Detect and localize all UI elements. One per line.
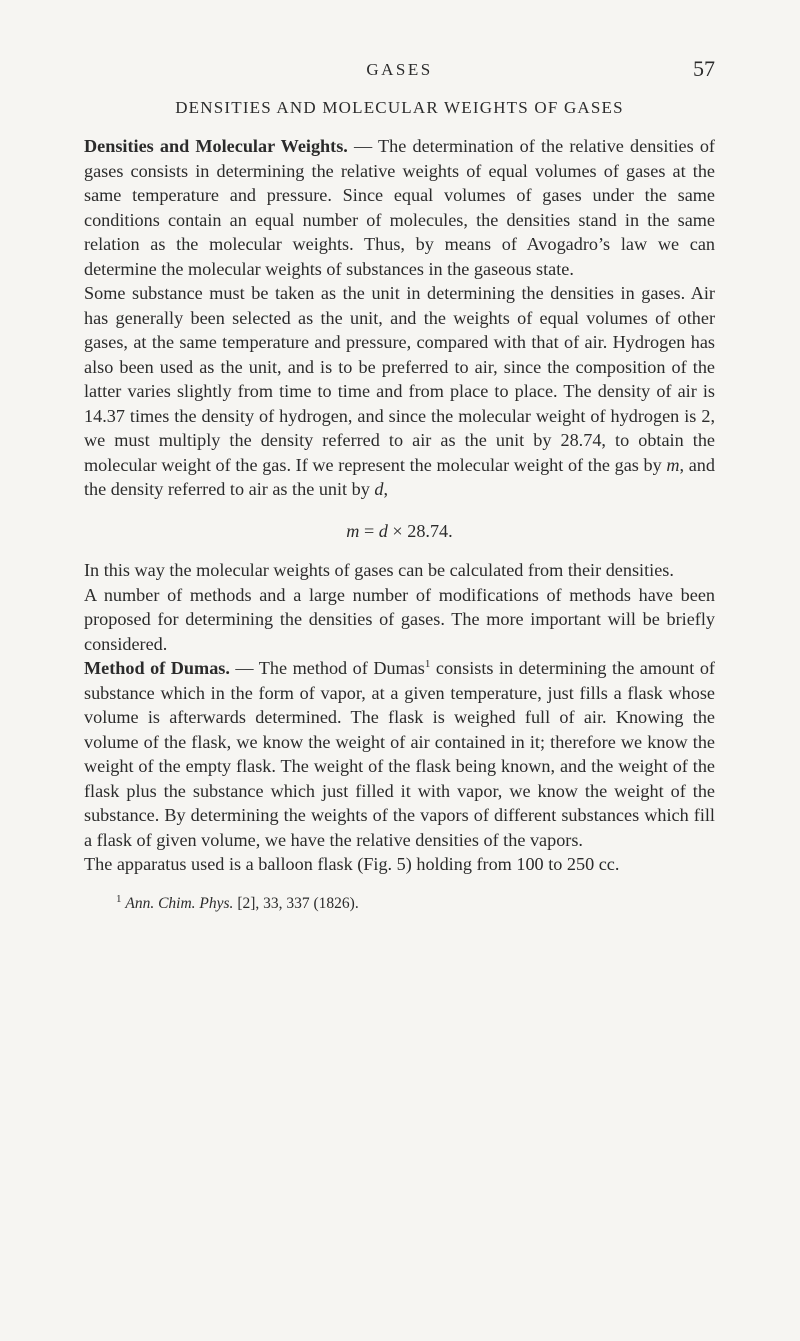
paragraph-methods: A number of methods and a large number of modifications of methods have been proposed for determining the densities of gases. The more important will be briefly considered. bbox=[84, 584, 715, 654]
equation-equals: = bbox=[359, 520, 379, 541]
equation-rest: × 28.74. bbox=[387, 520, 453, 541]
equation-d: d bbox=[378, 520, 388, 541]
paragraph-text: — The method of Dumas bbox=[229, 658, 425, 678]
section-title: DENSITIES AND MOLECULAR WEIGHTS OF GASES bbox=[175, 98, 624, 117]
paragraph-text: , bbox=[383, 479, 389, 499]
run-in-heading-dumas: Method of Dumas. bbox=[84, 658, 230, 678]
equation-m: m bbox=[346, 520, 360, 541]
paragraph-dumas bbox=[84, 656, 715, 852]
footnote-marker: 1 bbox=[116, 892, 122, 905]
running-head bbox=[84, 58, 715, 88]
paragraph-apparatus: The apparatus used is a balloon flask (Fig. 5) holding from 100 to 250 cc. bbox=[84, 854, 620, 874]
run-in-heading-densities: Densities and Molecular Weights. bbox=[84, 136, 348, 156]
paragraph-text: — The determination of the relative densities of gases consists in determining the relative weights of equal volumes of gases at the same temperature and pressure. Since equal volumes of gases under the same conditions contain an equal number of molecules, the densities stand in the same relation as the molecular weights. Thus, by means of Avogadro’s law we can determine the molecular weights of substances in the gaseous state. bbox=[84, 136, 715, 279]
footnote bbox=[84, 892, 715, 913]
paragraph-densities bbox=[84, 134, 715, 281]
body-text bbox=[84, 134, 715, 877]
running-title: GASES bbox=[366, 60, 433, 79]
paragraph-text: consists in determining the amount of substance which in the form of vapor, at a given temperature, just fills a flask whose volume is afterwards determined. The flask is weighed full of air. Knowing the volume of the flask, we know the weight of air contained in it; therefore we know the weight of the empty flask. The weight of the flask being known, and the weight of the flask plus the substance which just filled it with vapor, we know the weight of the substance. By determining the weights of the vapors of different substances which fill a flask of given volume, we have the relative densities of the vapors. bbox=[84, 658, 715, 850]
paragraph-text: Some substance must be taken as the unit in determining the densities in gases. Air has generally been selected as the unit, and the weights of equal volumes of other gases, at the same temperature and pressure, compared with that of air. Hydrogen has also been used as the unit, and is to be preferred to air, since the composition of the latter varies slightly from time to time and from place to place. The density of air is 14.37 times the density of hydrogen, and since the molecular weight of hydrogen is 2, we must multiply the density referred to air as the unit by 28.74, to obtain the molecular weight of the gas. If we represent the molecular weight of the gas by bbox=[84, 283, 715, 475]
paragraph-unit bbox=[84, 281, 715, 502]
equation bbox=[84, 519, 715, 544]
paragraph-text: , and the density referred to air as the unit by bbox=[84, 454, 715, 499]
paragraph-calculated: In this way the molecular weights of gases can be calculated from their densities. bbox=[84, 560, 674, 580]
variable-d: d bbox=[374, 479, 384, 499]
footnote-journal: Ann. Chim. Phys. bbox=[125, 894, 234, 912]
footnote-citation: [2], 33, 337 (1826). bbox=[233, 894, 359, 912]
footnote-reference: 1 bbox=[424, 657, 431, 670]
variable-m: m bbox=[666, 454, 680, 475]
page-number: 57 bbox=[693, 56, 715, 81]
